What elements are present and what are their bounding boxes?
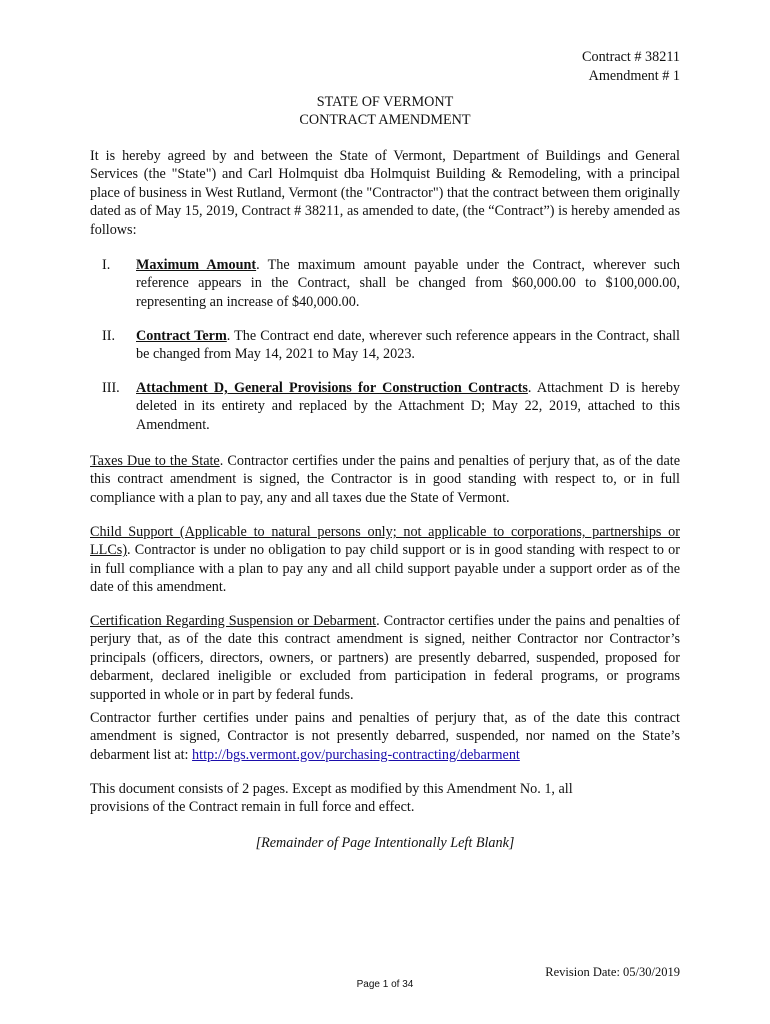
revision-date: Revision Date: 05/30/2019 xyxy=(545,965,680,979)
item-text: . The Contract end date, wherever such reference appears in the Contract, shall be changed from May 14, 2021 to May 14, 2023. xyxy=(136,328,680,363)
item-text: . The maximum amount payable under the Contract, wherever such reference appears in the Contract, shall be changed from $60,000.00 to $100,000.00, representing an increase of $40,000.00. xyxy=(136,257,680,310)
debarment-list-link[interactable]: http://bgs.vermont.gov/purchasing-contracting/debarment xyxy=(192,746,520,763)
item-heading: Contract Term xyxy=(136,328,227,344)
pages-note-line-2: provisions of the Contract remain in full force and effect. xyxy=(90,799,415,816)
item-maximum-amount xyxy=(90,256,680,311)
item-heading: Attachment D, General Provisions for Construction Contracts xyxy=(136,380,528,396)
intro-paragraph: It is hereby agreed by and between the State of Vermont, Department of Buildings and General Services (the "State") and Carl Holmquist dba Holmquist Building & Remodeling, with a principal place of business in West Rutland, Vermont (the "Contractor") that the contract between them originally dated as of May 15, 2019, Contract # 38211, as amended to date, (the “Contract”) is hereby amended as follows: xyxy=(90,148,680,238)
taxes-text: . Contractor certifies under the pains and penalties of perjury that, as of the date this contract amendment is signed, the Contractor is in good standing with respect to, or in full compliance with a plan to pay, any and all taxes due the State of Vermont. xyxy=(90,453,680,506)
document-title xyxy=(0,93,770,129)
debarment-paragraph xyxy=(90,612,680,704)
taxes-paragraph xyxy=(90,452,680,507)
debarment-heading: Certification Regarding Suspension or Debarment xyxy=(90,613,377,629)
title-line-1: STATE OF VERMONT xyxy=(316,94,454,110)
amendment-items xyxy=(90,256,680,311)
item-number: II. xyxy=(102,328,115,344)
page-number: Page 1 of 34 xyxy=(356,979,414,990)
item-number: I. xyxy=(102,257,111,273)
amendment-number: Amendment # 1 xyxy=(588,68,680,84)
debarment-text: . Contractor certifies under the pains and penalties of perjury that, as of the date this contract amendment is signed, neither Contractor nor Contractor’s principals (officers, directors, owners, or partners) are presently debarred, suspended, proposed for debarment, declared ineligible or excluded from participation in federal programs, or programs supported in whole or in part by federal funds. xyxy=(90,613,680,703)
amendment-item-3-block xyxy=(90,379,680,434)
child-support-heading: Child Support (Applicable to natural persons only; not applicable to corporations, partnerships or LLCs) xyxy=(90,524,680,559)
pages-note-line-1: This document consists of 2 pages. Except as modified by this Amendment No. 1, all xyxy=(90,781,573,797)
remainder-blank-note: [Remainder of Page Intentionally Left Blank] xyxy=(255,835,515,851)
further-text: Contractor further certifies under pains and penalties of perjury that, as of the date this contract amendment is signed, Contractor is not presently debarred, suspended, nor named on the State’s debarment list at: xyxy=(90,710,680,763)
further-certification-paragraph xyxy=(90,709,680,764)
child-support-text: . Contractor is under no obligation to pay child support or is in good standing with respect to or in full compliance with a plan to pay any and all child support payable under a support order as of the date of this amendment. xyxy=(90,542,680,596)
item-contract-term xyxy=(90,327,680,364)
contract-number: Contract # 38211 xyxy=(582,49,680,65)
item-attachment-d xyxy=(90,379,680,434)
item-heading: Maximum Amount xyxy=(136,257,257,273)
pages-note xyxy=(90,780,680,817)
taxes-heading: Taxes Due to the State xyxy=(90,453,220,469)
title-line-2: CONTRACT AMENDMENT xyxy=(299,112,471,128)
item-number: III. xyxy=(102,380,120,396)
child-support-paragraph xyxy=(90,523,680,597)
contract-header xyxy=(582,48,680,86)
amendment-item-2-block xyxy=(90,327,680,364)
item-text: . Attachment D is hereby deleted in its entirety and replaced by the Attachment D; May 22, 2019, attached to this Amendment. xyxy=(136,380,681,433)
